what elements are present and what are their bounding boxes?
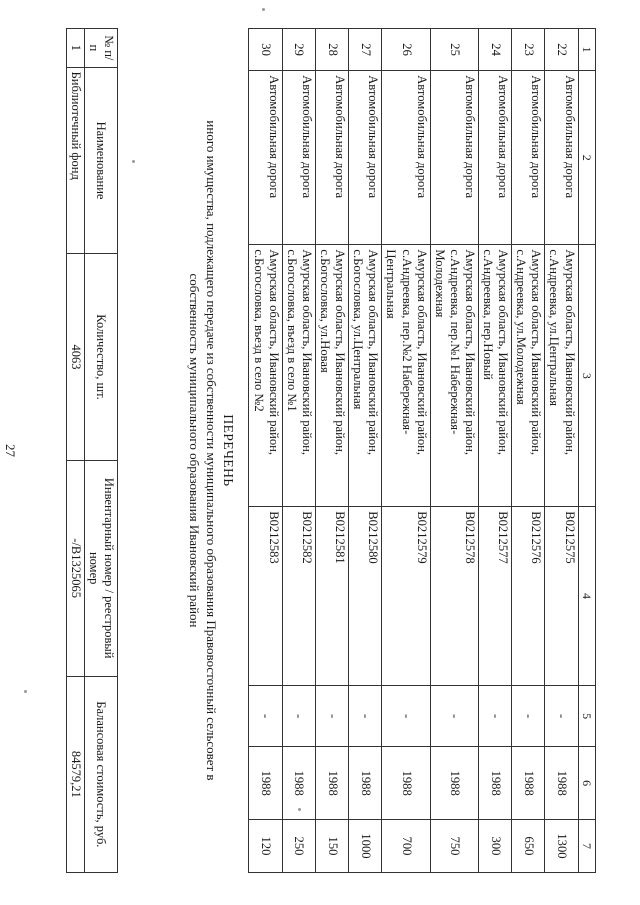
cell-num: 23 — [512, 29, 545, 71]
table2-header-quantity: Количество, шт. — [85, 254, 118, 460]
page-number: 27 — [3, 444, 18, 457]
scan-speck — [298, 808, 301, 811]
table2-header-num: № п/п — [85, 29, 118, 68]
cell-num: 26 — [382, 29, 430, 71]
cell-inventory: В0212576 — [512, 507, 545, 686]
table2-header-row — [85, 29, 118, 873]
table2-header-name: Наименование — [85, 67, 118, 254]
cell-value: 300 — [478, 819, 511, 872]
cell-name: Автомобильная дорога — [282, 71, 315, 245]
cell-inventory: В0212575 — [545, 507, 578, 686]
cell-year: 1988 — [545, 747, 578, 819]
cell-num: 24 — [478, 29, 511, 71]
list-title: ПЕРЕЧЕНЬ — [221, 414, 236, 487]
cell-col5: - — [430, 685, 478, 747]
list-subtitle-line-2: собственность муниципального образования Ивановский район — [186, 273, 202, 628]
cell-value: 250 — [282, 819, 315, 872]
cell-year: 1988 — [315, 747, 348, 819]
table-header-row — [578, 29, 595, 873]
table2-header-inventory: Инвентарный номер / реестровый номер — [85, 460, 118, 676]
list-subtitle-line-1: иного имущества, подлежащего передаче из собственности муниципального образования Правовосточный сельсовет в — [204, 120, 219, 781]
list-heading — [186, 28, 236, 873]
cell-col5: - — [478, 685, 511, 747]
cell-address: Амурская область, Ивановский район, с.Андреевка, ул.Молодежная — [512, 245, 545, 507]
cell-inventory: В0212578 — [430, 507, 478, 686]
cell-num: 27 — [349, 29, 382, 71]
table2-header-balance: Балансовая стоимость, руб. — [85, 676, 118, 872]
cell-address: Амурская область, Ивановский район, с.Андреевка, пер.№1 Набережная-Молодежная — [430, 245, 478, 507]
table-row — [249, 29, 282, 873]
table-row — [430, 29, 478, 873]
header-col-4: 4 — [578, 507, 595, 686]
cell-address: Амурская область, Ивановский район, с.Андреевка, пер.Новый — [478, 245, 511, 507]
table2-cell-inventory: -/В1325065 — [67, 460, 85, 676]
cell-value: 1000 — [349, 819, 382, 872]
cell-name: Автомобильная дорога — [512, 71, 545, 245]
cell-address: Амурская область, Ивановский район, с.Андреевка, пер.№2 Набережная-Центральная — [382, 245, 430, 507]
header-col-1: 1 — [578, 29, 595, 71]
cell-year: 1988 — [282, 747, 315, 819]
table-row — [67, 29, 85, 873]
table-row — [382, 29, 430, 873]
cell-value: 120 — [249, 819, 282, 872]
cell-value: 1300 — [545, 819, 578, 872]
cell-year: 1988 — [430, 747, 478, 819]
cell-name: Автомобильная дорога — [382, 71, 430, 245]
scan-speck — [24, 690, 27, 693]
cell-col5: - — [512, 685, 545, 747]
cell-col5: - — [282, 685, 315, 747]
table2-cell-num: 1 — [67, 29, 85, 68]
property-table — [248, 28, 596, 873]
cell-name: Автомобильная дорога — [315, 71, 348, 245]
scan-speck — [262, 8, 265, 11]
cell-name: Автомобильная дорога — [545, 71, 578, 245]
table2-cell-name: Библиотечный фонд — [67, 67, 85, 254]
cell-inventory: В0212581 — [315, 507, 348, 686]
cell-address: Амурская область, Ивановский район, с.Богословка, въезд в село №1 — [282, 245, 315, 507]
table-row — [478, 29, 511, 873]
cell-inventory: В0212583 — [249, 507, 282, 686]
cell-inventory: В0212579 — [382, 507, 430, 686]
cell-col5: - — [315, 685, 348, 747]
table-row — [545, 29, 578, 873]
header-col-2: 2 — [578, 71, 595, 245]
cell-num: 28 — [315, 29, 348, 71]
cell-col5: - — [382, 685, 430, 747]
property-table-body — [249, 29, 578, 873]
cell-inventory: В0212582 — [282, 507, 315, 686]
cell-num: 25 — [430, 29, 478, 71]
table2-cell-quantity: 4063 — [67, 254, 85, 460]
cell-value: 150 — [315, 819, 348, 872]
cell-year: 1988 — [382, 747, 430, 819]
cell-year: 1988 — [349, 747, 382, 819]
cell-year: 1988 — [512, 747, 545, 819]
table-row — [315, 29, 348, 873]
cell-name: Автомобильная дорога — [478, 71, 511, 245]
cell-col5: - — [545, 685, 578, 747]
rotated-page-content — [56, 28, 596, 873]
cell-col5: - — [249, 685, 282, 747]
cell-col5: - — [349, 685, 382, 747]
cell-name: Автомобильная дорога — [349, 71, 382, 245]
table-row — [512, 29, 545, 873]
cell-year: 1988 — [249, 747, 282, 819]
header-col-3: 3 — [578, 245, 595, 507]
cell-num: 29 — [282, 29, 315, 71]
cell-address: Амурская область, Ивановский район, с.Богословка, ул.Центральная — [349, 245, 382, 507]
table-row — [282, 29, 315, 873]
header-col-7: 7 — [578, 819, 595, 872]
cell-num: 30 — [249, 29, 282, 71]
cell-value: 700 — [382, 819, 430, 872]
table2-cell-balance: 84579,21 — [67, 676, 85, 872]
cell-address: Амурская область, Ивановский район, с.Богословка, ул.Новая — [315, 245, 348, 507]
cell-inventory: В0212577 — [478, 507, 511, 686]
table-row — [349, 29, 382, 873]
cell-name: Автомобильная дорога — [249, 71, 282, 245]
cell-year: 1988 — [478, 747, 511, 819]
cell-address: Амурская область, Ивановский район, с.Андреевка, ул.Центральная — [545, 245, 578, 507]
scan-speck — [132, 160, 135, 163]
header-col-6: 6 — [578, 747, 595, 819]
cell-name: Автомобильная дорога — [430, 71, 478, 245]
cell-value: 650 — [512, 819, 545, 872]
cell-value: 750 — [430, 819, 478, 872]
cell-address: Амурская область, Ивановский район, с.Богословка, въезд в село №2 — [249, 245, 282, 507]
header-col-5: 5 — [578, 685, 595, 747]
library-fund-table — [66, 28, 118, 873]
cell-num: 22 — [545, 29, 578, 71]
cell-inventory: В0212580 — [349, 507, 382, 686]
